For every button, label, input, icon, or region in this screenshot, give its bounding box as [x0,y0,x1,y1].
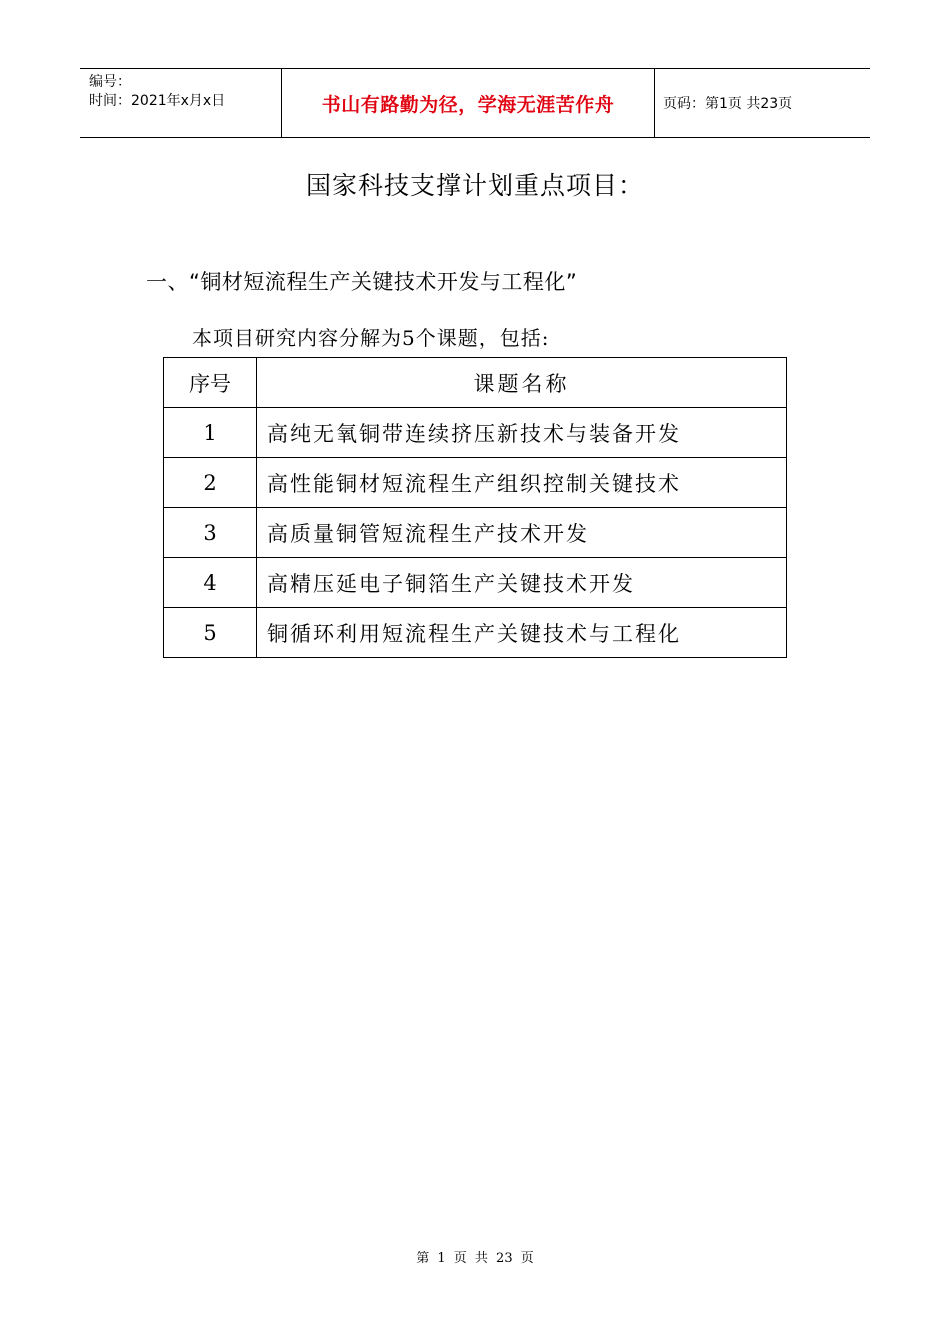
row-number: 1 [164,408,257,458]
header-page-info: 页码：第1页 共23页 [663,96,793,112]
section-heading: 一、“铜材短流程生产关键技术开发与工程化” [146,270,578,294]
page-footer: 第 1 页 共 23 页 [416,1251,534,1266]
table-row [164,608,787,658]
row-number: 5 [164,608,257,658]
page-title: 国家科技支撑计划重点项目： [305,171,644,200]
row-topic-name: 高性能铜材短流程生产组织控制关键技术 [257,458,787,508]
row-number: 3 [164,508,257,558]
intro-paragraph: 本项目研究内容分解为5个课题，包括: [192,326,550,350]
date-label: 时间：2021年x月x日 [89,93,226,109]
header-meta-cell [80,69,282,137]
table-row [164,408,787,458]
row-topic-name: 高精压延电子铜箔生产关键技术开发 [257,558,787,608]
document-header [80,68,870,138]
row-number: 2 [164,458,257,508]
table-row [164,558,787,608]
number-label: 编号： [89,74,131,90]
row-topic-name: 高质量铜管短流程生产技术开发 [257,508,787,558]
row-number: 4 [164,558,257,608]
header-motto: 书山有路勤为径，学海无涯苦作舟 [282,69,655,137]
column-header-number: 序号 [164,358,257,408]
column-header-name: 课题名称 [257,358,787,408]
table-row [164,508,787,558]
table-row [164,458,787,508]
topics-table [163,357,787,658]
row-topic-name: 铜循环利用短流程生产关键技术与工程化 [257,608,787,658]
table-header-row [164,358,787,408]
row-topic-name: 高纯无氧铜带连续挤压新技术与装备开发 [257,408,787,458]
